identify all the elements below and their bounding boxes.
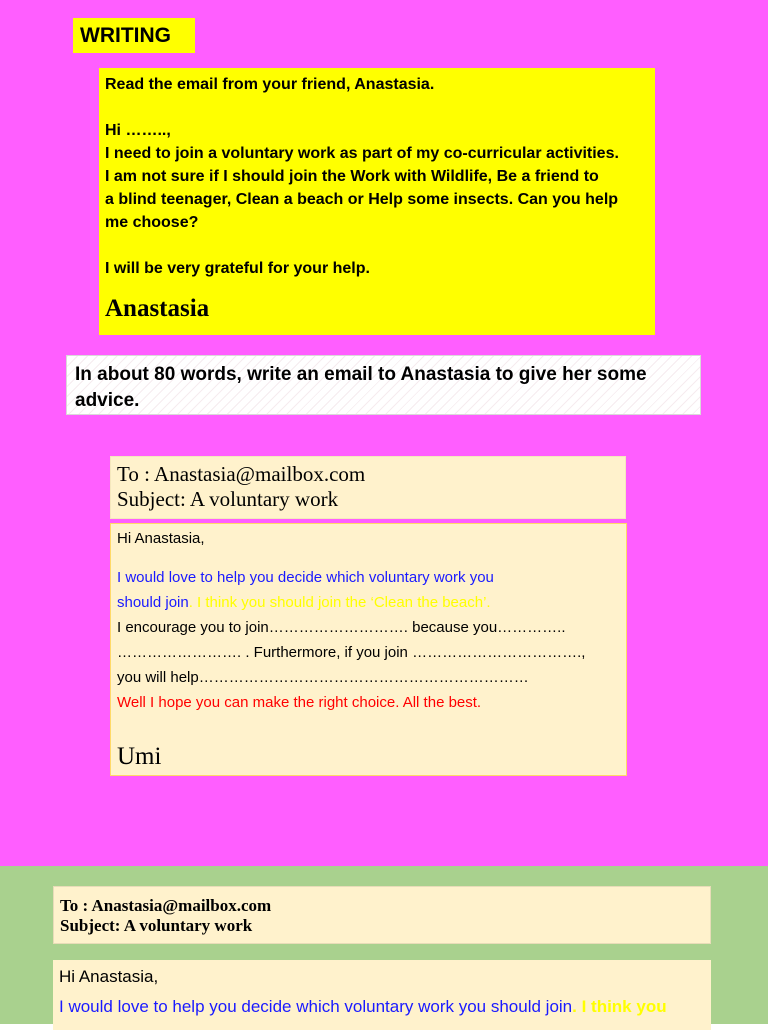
writing-instruction: In about 80 words, write an email to Anastasia to give her some advice. (66, 355, 701, 415)
email-signature: Anastasia (105, 295, 210, 322)
reply-copy-subject-line: Subject: A voluntary work (60, 916, 253, 935)
reply-copy-body-box (53, 960, 711, 1030)
reply-copy-blue-fragment: I would love to help you decide which voluntary work you should join (59, 997, 573, 1016)
reply-copy-header-box (53, 886, 711, 944)
friend-email-box (99, 68, 655, 335)
reply-line: ……………………. . Furthermore, if you join ……………………………., (117, 644, 586, 661)
reply-to-line: To : Anastasia@mailbox.com (117, 462, 366, 486)
reply-copy-line (59, 992, 705, 1022)
reply-yellow-fragment: . I think you should join the ‘Clean the beach’. (188, 594, 491, 611)
reply-copy-to-line: To : Anastasia@mailbox.com (60, 896, 272, 915)
email-body-line: I am not sure if I should join the Work with Wildlife, Be a friend to (105, 168, 599, 185)
reply-closing: Well I hope you can make the right choice. All the best. (117, 694, 482, 711)
email-thanks: I will be very grateful for your help. (105, 260, 370, 277)
reply-body-box (110, 523, 627, 776)
reply-blue-fragment: should join (117, 594, 189, 611)
reply-line: I encourage you to join………………………. because you………….. (117, 619, 566, 636)
reply-header-box (110, 456, 626, 519)
reply-subject-line: Subject: A voluntary work (117, 487, 339, 511)
reply-signature: Umi (117, 743, 162, 770)
reply-line-mixed (117, 590, 620, 615)
email-greeting: Hi …….., (105, 122, 171, 139)
reply-greeting: Hi Anastasia, (117, 530, 205, 547)
reply-line: you will help………………………………………………………… (117, 669, 529, 686)
reply-copy-greeting: Hi Anastasia, (59, 967, 159, 986)
reply-copy-yellow-fragment: . I think you (572, 997, 667, 1016)
email-body-line: me choose? (105, 214, 199, 231)
reply-blue-line: I would love to help you decide which voluntary work you (117, 569, 494, 586)
email-body-line: I need to join a voluntary work as part of my co-curricular activities. (105, 145, 619, 162)
writing-heading: WRITING (73, 18, 195, 53)
email-body-line: a blind teenager, Clean a beach or Help some insects. Can you help (105, 191, 619, 208)
email-intro: Read the email from your friend, Anastasia. (105, 76, 435, 93)
